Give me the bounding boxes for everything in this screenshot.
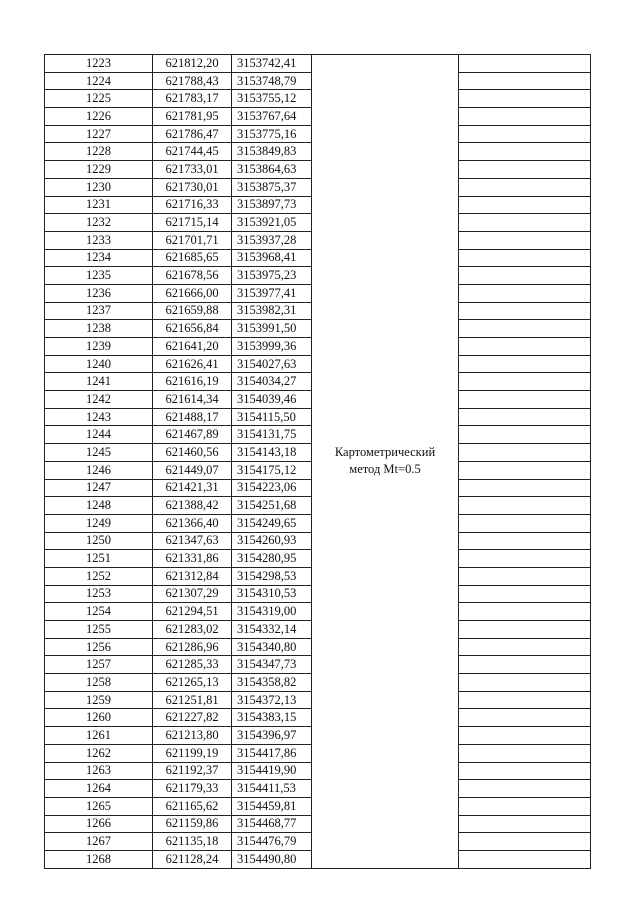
point-number-cell: 1252 bbox=[45, 567, 153, 585]
y-coordinate-cell: 3154383,15 bbox=[232, 709, 312, 727]
y-coordinate-cell: 3154468,77 bbox=[232, 815, 312, 833]
point-number-cell: 1223 bbox=[45, 55, 153, 73]
y-coordinate-cell: 3153755,12 bbox=[232, 90, 312, 108]
y-coordinate-cell: 3154223,06 bbox=[232, 479, 312, 497]
y-coordinate-cell: 3154131,75 bbox=[232, 426, 312, 444]
x-coordinate-cell: 621199,19 bbox=[153, 744, 232, 762]
method-text-line: метод Mt=0.5 bbox=[349, 462, 421, 477]
x-coordinate-cell: 621331,86 bbox=[153, 550, 232, 568]
empty-cell bbox=[459, 338, 591, 356]
point-number-cell: 1246 bbox=[45, 461, 153, 479]
x-coordinate-cell: 621388,42 bbox=[153, 497, 232, 515]
x-coordinate-cell: 621213,80 bbox=[153, 727, 232, 745]
empty-cell bbox=[459, 709, 591, 727]
x-coordinate-cell: 621701,71 bbox=[153, 231, 232, 249]
empty-cell bbox=[459, 178, 591, 196]
point-number-cell: 1242 bbox=[45, 391, 153, 409]
empty-cell bbox=[459, 355, 591, 373]
y-coordinate-cell: 3154419,90 bbox=[232, 762, 312, 780]
point-number-cell: 1234 bbox=[45, 249, 153, 267]
x-coordinate-cell: 621666,00 bbox=[153, 284, 232, 302]
empty-cell bbox=[459, 444, 591, 462]
x-coordinate-cell: 621227,82 bbox=[153, 709, 232, 727]
y-coordinate-cell: 3154340,80 bbox=[232, 638, 312, 656]
empty-cell bbox=[459, 320, 591, 338]
empty-cell bbox=[459, 214, 591, 232]
point-number-cell: 1227 bbox=[45, 125, 153, 143]
y-coordinate-cell: 3153975,23 bbox=[232, 267, 312, 285]
x-coordinate-cell: 621165,62 bbox=[153, 797, 232, 815]
x-coordinate-cell: 621614,34 bbox=[153, 391, 232, 409]
point-number-cell: 1268 bbox=[45, 850, 153, 868]
x-coordinate-cell: 621307,29 bbox=[153, 585, 232, 603]
point-number-cell: 1241 bbox=[45, 373, 153, 391]
empty-cell bbox=[459, 797, 591, 815]
empty-cell bbox=[459, 674, 591, 692]
y-coordinate-cell: 3154175,12 bbox=[232, 461, 312, 479]
empty-cell bbox=[459, 479, 591, 497]
empty-cell bbox=[459, 267, 591, 285]
empty-cell bbox=[459, 744, 591, 762]
empty-cell bbox=[459, 302, 591, 320]
empty-cell bbox=[459, 833, 591, 851]
y-coordinate-cell: 3153742,41 bbox=[232, 55, 312, 73]
y-coordinate-cell: 3153767,64 bbox=[232, 108, 312, 126]
point-number-cell: 1254 bbox=[45, 603, 153, 621]
empty-cell bbox=[459, 249, 591, 267]
empty-cell bbox=[459, 72, 591, 90]
coordinates-table-body bbox=[45, 55, 591, 869]
empty-cell bbox=[459, 815, 591, 833]
x-coordinate-cell: 621347,63 bbox=[153, 532, 232, 550]
empty-cell bbox=[459, 621, 591, 639]
y-coordinate-cell: 3153897,73 bbox=[232, 196, 312, 214]
point-number-cell: 1228 bbox=[45, 143, 153, 161]
point-number-cell: 1248 bbox=[45, 497, 153, 515]
point-number-cell: 1229 bbox=[45, 161, 153, 179]
point-number-cell: 1249 bbox=[45, 514, 153, 532]
empty-cell bbox=[459, 231, 591, 249]
y-coordinate-cell: 3153937,28 bbox=[232, 231, 312, 249]
empty-cell bbox=[459, 514, 591, 532]
point-number-cell: 1226 bbox=[45, 108, 153, 126]
point-number-cell: 1251 bbox=[45, 550, 153, 568]
y-coordinate-cell: 3154249,65 bbox=[232, 514, 312, 532]
x-coordinate-cell: 621449,07 bbox=[153, 461, 232, 479]
empty-cell bbox=[459, 762, 591, 780]
y-coordinate-cell: 3154143,18 bbox=[232, 444, 312, 462]
x-coordinate-cell: 621265,13 bbox=[153, 674, 232, 692]
coordinates-table bbox=[44, 54, 591, 869]
point-number-cell: 1247 bbox=[45, 479, 153, 497]
table-row bbox=[45, 55, 591, 73]
point-number-cell: 1261 bbox=[45, 727, 153, 745]
point-number-cell: 1237 bbox=[45, 302, 153, 320]
point-number-cell: 1253 bbox=[45, 585, 153, 603]
y-coordinate-cell: 3153991,50 bbox=[232, 320, 312, 338]
empty-cell bbox=[459, 461, 591, 479]
point-number-cell: 1236 bbox=[45, 284, 153, 302]
empty-cell bbox=[459, 426, 591, 444]
x-coordinate-cell: 621786,47 bbox=[153, 125, 232, 143]
empty-cell bbox=[459, 196, 591, 214]
x-coordinate-cell: 621616,19 bbox=[153, 373, 232, 391]
y-coordinate-cell: 3153977,41 bbox=[232, 284, 312, 302]
empty-cell bbox=[459, 284, 591, 302]
x-coordinate-cell: 621656,84 bbox=[153, 320, 232, 338]
point-number-cell: 1231 bbox=[45, 196, 153, 214]
empty-cell bbox=[459, 585, 591, 603]
empty-cell bbox=[459, 638, 591, 656]
y-coordinate-cell: 3153864,63 bbox=[232, 161, 312, 179]
point-number-cell: 1263 bbox=[45, 762, 153, 780]
point-number-cell: 1240 bbox=[45, 355, 153, 373]
x-coordinate-cell: 621283,02 bbox=[153, 621, 232, 639]
y-coordinate-cell: 3154039,46 bbox=[232, 391, 312, 409]
y-coordinate-cell: 3154115,50 bbox=[232, 408, 312, 426]
x-coordinate-cell: 621312,84 bbox=[153, 567, 232, 585]
empty-cell bbox=[459, 408, 591, 426]
method-cell bbox=[312, 55, 459, 869]
empty-cell bbox=[459, 161, 591, 179]
y-coordinate-cell: 3154476,79 bbox=[232, 833, 312, 851]
x-coordinate-cell: 621467,89 bbox=[153, 426, 232, 444]
x-coordinate-cell: 621294,51 bbox=[153, 603, 232, 621]
y-coordinate-cell: 3154396,97 bbox=[232, 727, 312, 745]
point-number-cell: 1260 bbox=[45, 709, 153, 727]
point-number-cell: 1267 bbox=[45, 833, 153, 851]
y-coordinate-cell: 3153775,16 bbox=[232, 125, 312, 143]
point-number-cell: 1258 bbox=[45, 674, 153, 692]
point-number-cell: 1265 bbox=[45, 797, 153, 815]
empty-cell bbox=[459, 691, 591, 709]
y-coordinate-cell: 3154251,68 bbox=[232, 497, 312, 515]
y-coordinate-cell: 3154372,13 bbox=[232, 691, 312, 709]
point-number-cell: 1239 bbox=[45, 338, 153, 356]
y-coordinate-cell: 3154319,00 bbox=[232, 603, 312, 621]
method-text-line: Картометрический bbox=[334, 445, 436, 460]
x-coordinate-cell: 621286,96 bbox=[153, 638, 232, 656]
point-number-cell: 1244 bbox=[45, 426, 153, 444]
x-coordinate-cell: 621626,41 bbox=[153, 355, 232, 373]
empty-cell bbox=[459, 727, 591, 745]
y-coordinate-cell: 3154027,63 bbox=[232, 355, 312, 373]
y-coordinate-cell: 3153748,79 bbox=[232, 72, 312, 90]
x-coordinate-cell: 621179,33 bbox=[153, 780, 232, 798]
x-coordinate-cell: 621128,24 bbox=[153, 850, 232, 868]
x-coordinate-cell: 621781,95 bbox=[153, 108, 232, 126]
x-coordinate-cell: 621366,40 bbox=[153, 514, 232, 532]
y-coordinate-cell: 3154310,53 bbox=[232, 585, 312, 603]
y-coordinate-cell: 3154260,93 bbox=[232, 532, 312, 550]
y-coordinate-cell: 3153921,05 bbox=[232, 214, 312, 232]
empty-cell bbox=[459, 532, 591, 550]
y-coordinate-cell: 3154332,14 bbox=[232, 621, 312, 639]
x-coordinate-cell: 621744,45 bbox=[153, 143, 232, 161]
x-coordinate-cell: 621788,43 bbox=[153, 72, 232, 90]
y-coordinate-cell: 3153875,37 bbox=[232, 178, 312, 196]
x-coordinate-cell: 621715,14 bbox=[153, 214, 232, 232]
empty-cell bbox=[459, 143, 591, 161]
point-number-cell: 1257 bbox=[45, 656, 153, 674]
x-coordinate-cell: 621251,81 bbox=[153, 691, 232, 709]
empty-cell bbox=[459, 656, 591, 674]
y-coordinate-cell: 3154280,95 bbox=[232, 550, 312, 568]
y-coordinate-cell: 3154417,86 bbox=[232, 744, 312, 762]
x-coordinate-cell: 621659,88 bbox=[153, 302, 232, 320]
point-number-cell: 1238 bbox=[45, 320, 153, 338]
x-coordinate-cell: 621488,17 bbox=[153, 408, 232, 426]
empty-cell bbox=[459, 108, 591, 126]
y-coordinate-cell: 3154459,81 bbox=[232, 797, 312, 815]
point-number-cell: 1224 bbox=[45, 72, 153, 90]
point-number-cell: 1255 bbox=[45, 621, 153, 639]
x-coordinate-cell: 621730,01 bbox=[153, 178, 232, 196]
x-coordinate-cell: 621641,20 bbox=[153, 338, 232, 356]
y-coordinate-cell: 3153999,36 bbox=[232, 338, 312, 356]
x-coordinate-cell: 621685,65 bbox=[153, 249, 232, 267]
empty-cell bbox=[459, 90, 591, 108]
x-coordinate-cell: 621678,56 bbox=[153, 267, 232, 285]
empty-cell bbox=[459, 550, 591, 568]
y-coordinate-cell: 3154347,73 bbox=[232, 656, 312, 674]
point-number-cell: 1256 bbox=[45, 638, 153, 656]
point-number-cell: 1235 bbox=[45, 267, 153, 285]
empty-cell bbox=[459, 497, 591, 515]
point-number-cell: 1259 bbox=[45, 691, 153, 709]
empty-cell bbox=[459, 391, 591, 409]
empty-cell bbox=[459, 567, 591, 585]
point-number-cell: 1266 bbox=[45, 815, 153, 833]
y-coordinate-cell: 3153982,31 bbox=[232, 302, 312, 320]
y-coordinate-cell: 3154411,53 bbox=[232, 780, 312, 798]
point-number-cell: 1264 bbox=[45, 780, 153, 798]
y-coordinate-cell: 3154490,80 bbox=[232, 850, 312, 868]
point-number-cell: 1243 bbox=[45, 408, 153, 426]
empty-cell bbox=[459, 603, 591, 621]
x-coordinate-cell: 621159,86 bbox=[153, 815, 232, 833]
x-coordinate-cell: 621812,20 bbox=[153, 55, 232, 73]
empty-cell bbox=[459, 125, 591, 143]
point-number-cell: 1225 bbox=[45, 90, 153, 108]
x-coordinate-cell: 621135,18 bbox=[153, 833, 232, 851]
point-number-cell: 1250 bbox=[45, 532, 153, 550]
x-coordinate-cell: 621421,31 bbox=[153, 479, 232, 497]
empty-cell bbox=[459, 780, 591, 798]
point-number-cell: 1230 bbox=[45, 178, 153, 196]
empty-cell bbox=[459, 850, 591, 868]
y-coordinate-cell: 3153849,83 bbox=[232, 143, 312, 161]
x-coordinate-cell: 621733,01 bbox=[153, 161, 232, 179]
x-coordinate-cell: 621285,33 bbox=[153, 656, 232, 674]
y-coordinate-cell: 3154358,82 bbox=[232, 674, 312, 692]
point-number-cell: 1233 bbox=[45, 231, 153, 249]
point-number-cell: 1232 bbox=[45, 214, 153, 232]
x-coordinate-cell: 621460,56 bbox=[153, 444, 232, 462]
y-coordinate-cell: 3154034,27 bbox=[232, 373, 312, 391]
x-coordinate-cell: 621783,17 bbox=[153, 90, 232, 108]
point-number-cell: 1262 bbox=[45, 744, 153, 762]
y-coordinate-cell: 3153968,41 bbox=[232, 249, 312, 267]
x-coordinate-cell: 621192,37 bbox=[153, 762, 232, 780]
y-coordinate-cell: 3154298,53 bbox=[232, 567, 312, 585]
point-number-cell: 1245 bbox=[45, 444, 153, 462]
empty-cell bbox=[459, 55, 591, 73]
x-coordinate-cell: 621716,33 bbox=[153, 196, 232, 214]
empty-cell bbox=[459, 373, 591, 391]
